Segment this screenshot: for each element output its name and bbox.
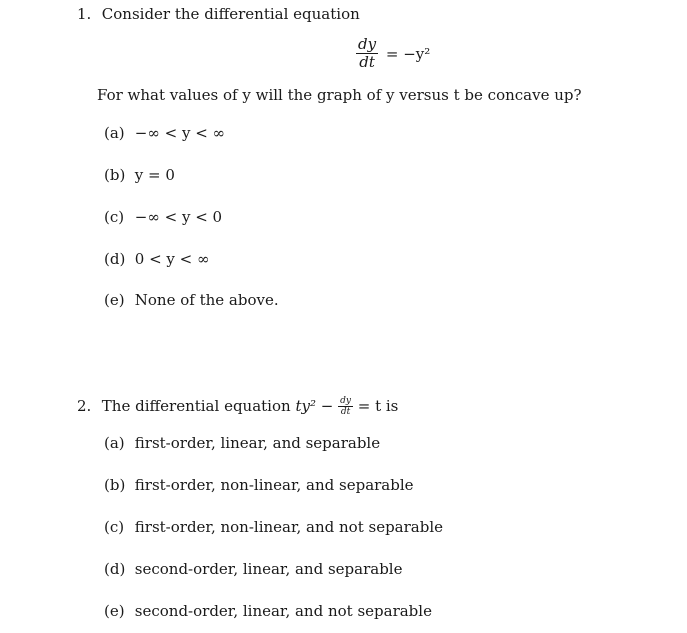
- option-label: (d): [104, 250, 126, 268]
- q1-option-b[interactable]: [104, 166, 175, 184]
- equation-rhs: = −y²: [385, 44, 431, 63]
- option-label: (c): [104, 518, 125, 536]
- option-text: second-order, linear, and separable: [134, 560, 403, 578]
- option-label: (e): [104, 602, 125, 620]
- fraction-numerator: dy: [340, 396, 351, 406]
- question-1-equation: [356, 36, 430, 72]
- option-label: (e): [104, 291, 125, 309]
- option-text: None of the above.: [134, 291, 279, 309]
- q1-option-e[interactable]: [104, 291, 279, 309]
- option-text: 0 < y < ∞: [134, 250, 210, 268]
- option-label: (c): [104, 208, 125, 226]
- question-2-expression: ty² −: [295, 396, 334, 415]
- q1-option-d[interactable]: [104, 250, 210, 268]
- fraction-denominator: dt: [340, 407, 351, 418]
- derivative-fraction: [356, 36, 378, 72]
- option-text: first-order, linear, and separable: [134, 434, 381, 452]
- option-label: (d): [104, 560, 126, 578]
- option-text: second-order, linear, and not separable: [134, 602, 432, 620]
- option-text: −∞ < y < 0: [134, 208, 223, 226]
- option-text: first-order, non-linear, and not separable: [134, 518, 444, 536]
- question-2-number: 2.: [77, 396, 92, 415]
- question-2-stem: The differential equation: [101, 396, 291, 415]
- option-label: (b): [104, 166, 126, 184]
- option-label: (a): [104, 434, 125, 452]
- fraction-numerator: dy: [358, 35, 377, 53]
- question-1-header: [77, 5, 360, 23]
- option-label: (b): [104, 476, 126, 494]
- option-label: (a): [104, 124, 125, 142]
- option-text: −∞ < y < ∞: [134, 124, 226, 142]
- question-2-header: [77, 396, 398, 418]
- q2-option-a[interactable]: [104, 434, 380, 452]
- question-1-intro: Consider the differential equation: [101, 5, 360, 23]
- derivative-fraction-small: [338, 396, 353, 418]
- q1-option-a[interactable]: [104, 124, 225, 142]
- q1-option-c[interactable]: [104, 208, 222, 226]
- question-1-number: 1.: [77, 5, 92, 23]
- question-2-stem-end: = t is: [357, 396, 399, 415]
- q2-option-d[interactable]: [104, 560, 402, 578]
- option-text: first-order, non-linear, and separable: [134, 476, 414, 494]
- q2-option-b[interactable]: [104, 476, 414, 494]
- q2-option-c[interactable]: [104, 518, 443, 536]
- fraction-denominator: dt: [359, 53, 375, 72]
- question-1-prompt: For what values of y will the graph of y versus t be concave up?: [97, 86, 582, 104]
- option-text: y = 0: [134, 166, 175, 184]
- q2-option-e[interactable]: [104, 602, 432, 620]
